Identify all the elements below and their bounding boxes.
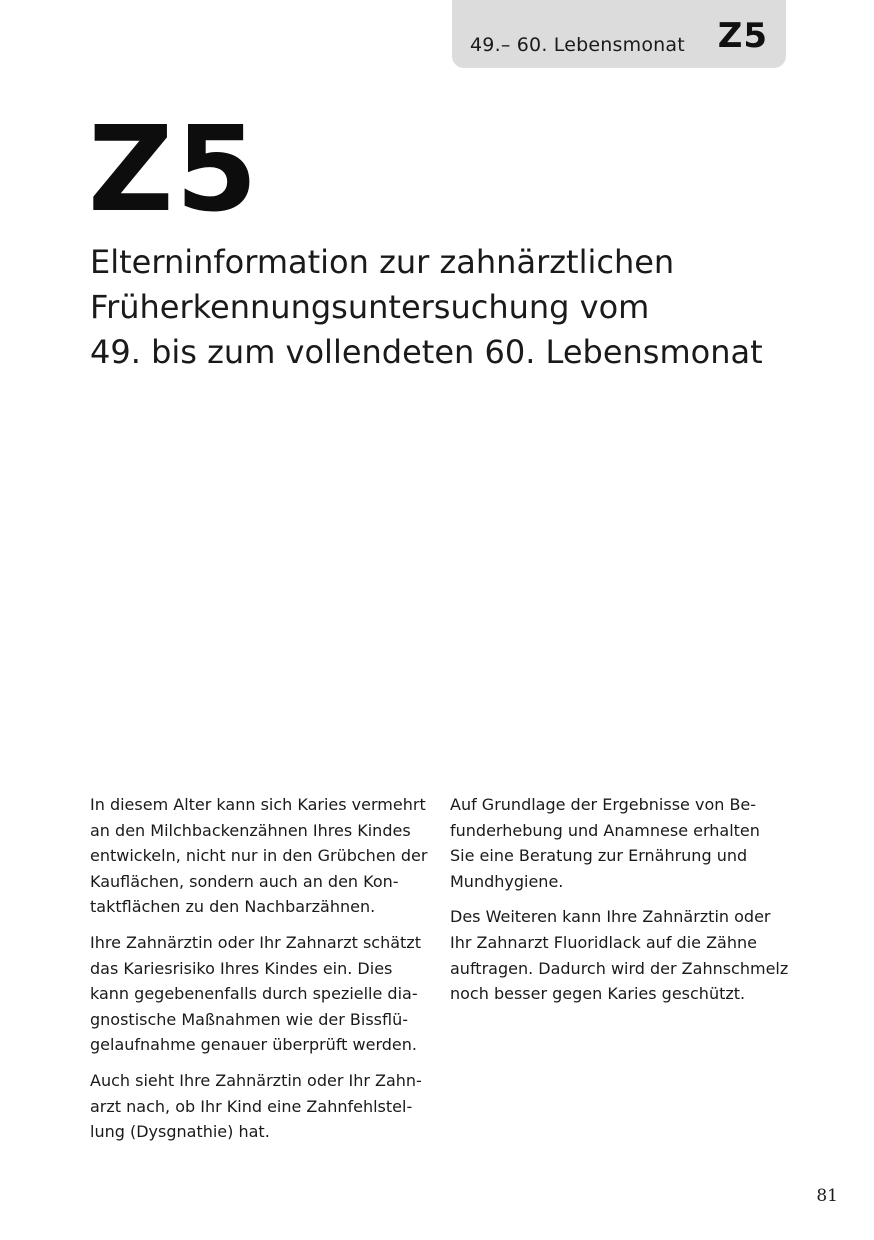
paragraph	[90, 792, 450, 920]
text-line: lung (Dysgnathie) hat.	[90, 1122, 270, 1142]
text-line: gelaufnahme genauer überprüft werden.	[90, 1035, 417, 1055]
exam-code-heading: Z5	[88, 100, 260, 238]
right-text-column	[450, 792, 810, 1017]
text-line: noch besser gegen Karies geschützt.	[450, 984, 746, 1004]
text-line: Ihr Zahnarzt Fluoridlack auf die Zähne	[450, 932, 757, 952]
text-line: Des Weiteren kann Ihre Zahnärztin oder	[450, 907, 771, 927]
text-line: Kauflächen, sondern auch an den Kon-	[90, 871, 399, 891]
title-line: Früherkennungsuntersuchung vom	[90, 288, 650, 326]
text-line: In diesem Alter kann sich Karies vermehrt	[90, 795, 426, 814]
text-line: Ihre Zahnärztin oder Ihr Zahnarzt schätzt	[90, 932, 421, 952]
left-text-column	[90, 792, 450, 1155]
text-line: Auch sieht Ihre Zahnärztin oder Ihr Zahn-	[90, 1070, 422, 1090]
text-line: taktflächen zu den Nachbarzähnen.	[90, 897, 376, 917]
paragraph	[450, 792, 810, 894]
text-line: kann gegebenenfalls durch spezielle dia-	[90, 984, 418, 1004]
text-line: an den Milchbackenzähnen Ihres Kindes	[90, 820, 411, 840]
header-age-range: 49.– 60. Lebensmonat	[470, 34, 685, 56]
text-line: das Kariesrisiko Ihres Kindes ein. Dies	[90, 958, 393, 978]
title-line: Elterninformation zur zahnärztlichen	[90, 243, 675, 281]
text-line: arzt nach, ob Ihr Kind eine Zahnfehlstel-	[90, 1096, 413, 1116]
paragraph	[90, 1068, 450, 1145]
text-line: Mundhygiene.	[450, 871, 564, 891]
text-line: Auf Grundlage der Ergebnisse von Be-	[450, 795, 757, 814]
header-tab	[452, 0, 786, 68]
paragraph	[90, 930, 450, 1058]
text-line: entwickeln, nicht nur in den Grübchen der	[90, 846, 428, 866]
title-line: 49. bis zum vollendeten 60. Lebensmonat	[90, 333, 763, 371]
text-line: gnostische Maßnahmen wie der Bissflü-	[90, 1009, 408, 1029]
text-line: funderhebung und Anamnese erhalten	[450, 820, 760, 840]
text-line: auftragen. Dadurch wird der Zahnschmelz	[450, 958, 789, 978]
page-title	[90, 240, 810, 375]
page-number: 81	[816, 1186, 838, 1206]
text-line: Sie eine Beratung zur Ernährung und	[450, 846, 748, 866]
paragraph	[450, 904, 810, 1006]
header-exam-code: Z5	[717, 16, 768, 56]
